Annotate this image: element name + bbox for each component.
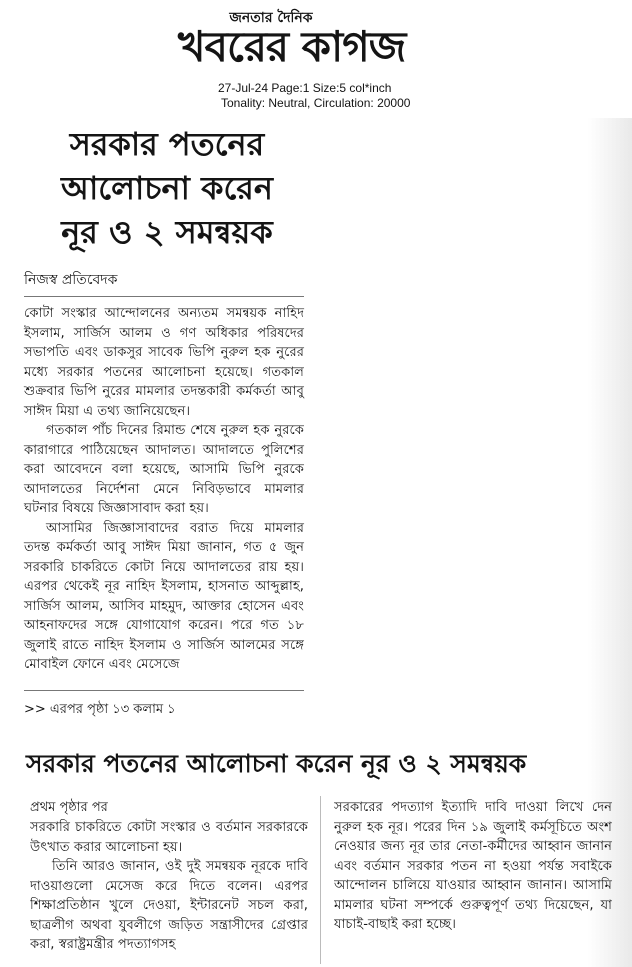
paragraph: সরকারের পদত্যাগ ইত্যাদি দাবি দাওয়া লিখে দেন নুরুল হক নূর। পরের দিন ১৯ জুলাই কর্মসূচিতে অংশ নেওয়ার জন্য নূর তার নেতা-কর্মীদের আহ্বান জানান এবং বর্তমান সরকার পতন না হওয়া পর্যন্ত সবাইকে আন্দোলন চালিয়ে যাওয়ার আহ্বান জানান। আসামি মামলার ঘটনা সম্পর্কে গুরুত্বপূর্ণ তথ্য দিয়েছেন, যা যাচাই-বাছাই করা হচ্ছে। (334, 800, 612, 932)
paragraph: সরকারি চাকরিতে কোটা সংস্কার ও বর্তমান সরকারকে উৎখাত করার আলোচনা হয়। (30, 820, 308, 855)
continued-from-label: প্রথম পৃষ্ঠার পর (30, 800, 108, 815)
divider (24, 296, 304, 297)
divider (24, 690, 304, 691)
article-body (24, 304, 304, 675)
paragraph: কোটা সংস্কার আন্দোলনের অন্যতম সমন্বয়ক নাহিদ ইসলাম, সার্জিস আলম ও গণ অধিকার পরিষদের সভাপতি এবং ডাকসুর সাবেক ভিপি নুরুল হক নুরের মধ্যে সরকার পতনের আলোচনা হয়েছে। গতকাল শুক্রবার ভিপি নুরের মামলার তদন্তকারী কর্মকর্তা আবু সাঈদ মিয়া এ তথ্য জানিয়েছেন। (24, 306, 304, 419)
paragraph: আসামির জিজ্ঞাসাবাদের বরাত দিয়ে মামলার তদন্ত কর্মকর্তা আবু সাঈদ মিয়া জানান, গত ৫ জুন সরকারি চাকরিতে কোটা নিয়ে আদালতের রায় হয়। এরপর থেকেই নূর নাহিদ ইসলাম, হাসনাত আব্দুল্লাহ, সার্জিস আলম, আসিব মাহমুদ, আক্তার হোসেন এবং আহনাফদের সঙ্গে যোগাযোগ করেন। পরে গত ১৮ জুলাই রাতে নাহিদ ইসলাম ও সার্জিস আলমের সঙ্গে মোবাইল ফোনে এবং মেসেজে (24, 520, 304, 672)
continued-headline: সরকার পতনের আলোচনা করেন নূর ও ২ সমন্বয়ক (26, 749, 527, 778)
article-headline (36, 122, 298, 254)
continuation-note: >> এরপর পৃষ্ঠা ১৩ কলাম ১ (24, 702, 176, 717)
continued-column-2 (334, 798, 612, 960)
headline-line: আলোচনা করেন (60, 169, 274, 207)
masthead-tagline: জনতার দৈনিক (229, 10, 313, 26)
clip-meta-date-page: 27-Jul-24 Page:1 Size:5 col*inch (218, 81, 392, 95)
continued-column-1 (30, 818, 308, 960)
column-divider (320, 796, 321, 964)
paragraph: গতকাল পাঁচ দিনের রিমান্ড শেষে নুরুল হক নুরকে কারাগারে পাঠিয়েছেন আদালত। আদালতে পুলিশের করা আবেদনে বলা হয়েছে, আসামি ভিপি নুরকে আদালতের নির্দেশনা মেনে নিবিড়ভাবে মামলার ঘটনার বিষয়ে জিজ্ঞাসাবাদ করা হয়। (24, 423, 304, 516)
headline-line: নূর ও ২ সমন্বয়ক (61, 213, 273, 251)
clip-meta-tonality: Tonality: Neutral, Circulation: 20000 (221, 96, 411, 110)
paragraph: তিনি আরও জানান, ওই দুই সমন্বয়ক নূরকে দাবি দাওয়াগুলো মেসেজ করে দিতে বলেন। এরপর শিক্ষাপ্রতিষ্ঠান খুলে দেওয়া, ইন্টারনেট সচল করা, ছাত্রলীগ অথবা যুবলীগে জড়িত সন্ত্রাসীদের গ্রেপ্তার করা, স্বরাষ্ট্রমন্ত্রীর পদত্যাগসহ (30, 859, 308, 952)
headline-line: সরকার পতনের (69, 125, 265, 163)
byline: নিজস্ব প্রতিবেদক (24, 272, 118, 288)
masthead-logo: খবরের কাগজ (178, 22, 406, 71)
